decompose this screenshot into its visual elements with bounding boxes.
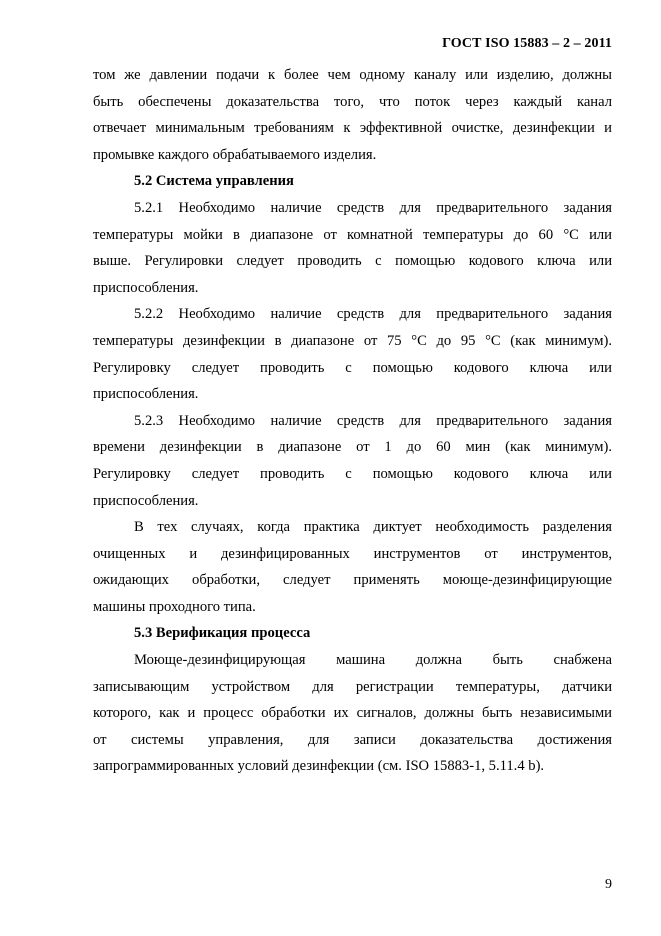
page-number: 9 bbox=[605, 877, 612, 892]
paragraph-5-2-2 bbox=[93, 301, 612, 407]
text-line: приспособления. bbox=[93, 386, 199, 403]
text-line: температуры дезинфекции в диапазоне от 75 °С до 95 °С (как минимум). bbox=[93, 332, 612, 349]
text-line: которого, как и процесс обработки их сигналов, должны быть независимыми bbox=[93, 705, 612, 722]
text-line: ожидающих обработки, следует применять моюще-дезинфицирующие bbox=[93, 572, 612, 589]
text-line: машины проходного типа. bbox=[93, 598, 256, 615]
text-line: том же давлении подачи к более чем одному каналу или изделию, должны bbox=[93, 67, 612, 83]
paragraph-pass-through-machines bbox=[93, 514, 612, 620]
section-heading-5-3: 5.3 Верификация процесса bbox=[134, 625, 311, 642]
text-line: выше. Регулировки следует проводить с помощью кодового ключа или bbox=[93, 253, 612, 270]
document-body bbox=[93, 62, 612, 780]
section-heading-5-2: 5.2 Система управления bbox=[134, 173, 294, 190]
text-line: запрограммированных условий дезинфекции (см. ISO 15883-1, 5.11.4 b). bbox=[93, 758, 545, 775]
paragraph-5-2-3 bbox=[93, 408, 612, 514]
text-line: В тех случаях, когда практика диктует необходимость разделения bbox=[134, 519, 612, 536]
text-line: промывке каждого обрабатываемого изделия. bbox=[93, 146, 377, 163]
text-line: температуры мойки в диапазоне от комнатной температуры до 60 °С или bbox=[93, 226, 612, 243]
text-line: быть обеспечены доказательства того, что поток через каждый канал bbox=[93, 93, 612, 110]
text-line: приспособления. bbox=[93, 492, 199, 509]
text-line: Регулировку следует проводить с помощью кодового ключа или bbox=[93, 465, 612, 482]
text-line: 5.2.3 Необходимо наличие средств для предварительного задания bbox=[134, 412, 612, 429]
text-line: отвечает минимальным требованиям к эффективной очистке, дезинфекции и bbox=[93, 120, 612, 137]
text-line: записывающим устройством для регистрации температуры, датчики bbox=[93, 678, 612, 695]
text-line: Моюще-дезинфицирующая машина должна быть снабжена bbox=[134, 652, 612, 669]
paragraph-5-2-1 bbox=[93, 195, 612, 301]
document-header: ГОСТ ISO 15883 – 2 – 2011 bbox=[442, 36, 612, 51]
text-line: очищенных и дезинфицированных инструментов от инструментов, bbox=[93, 545, 612, 562]
text-line: 5.2.2 Необходимо наличие средств для предварительного задания bbox=[134, 306, 612, 323]
text-line: от системы управления, для записи доказательства достижения bbox=[93, 731, 612, 748]
paragraph-intro bbox=[93, 62, 612, 168]
text-line: приспособления. bbox=[93, 279, 199, 296]
text-line: времени дезинфекции в диапазоне от 1 до 60 мин (как минимум). bbox=[93, 439, 612, 456]
text-line: 5.2.1 Необходимо наличие средств для предварительного задания bbox=[134, 199, 612, 216]
paragraph-5-3 bbox=[93, 647, 612, 780]
text-line: Регулировку следует проводить с помощью кодового ключа или bbox=[93, 359, 612, 376]
